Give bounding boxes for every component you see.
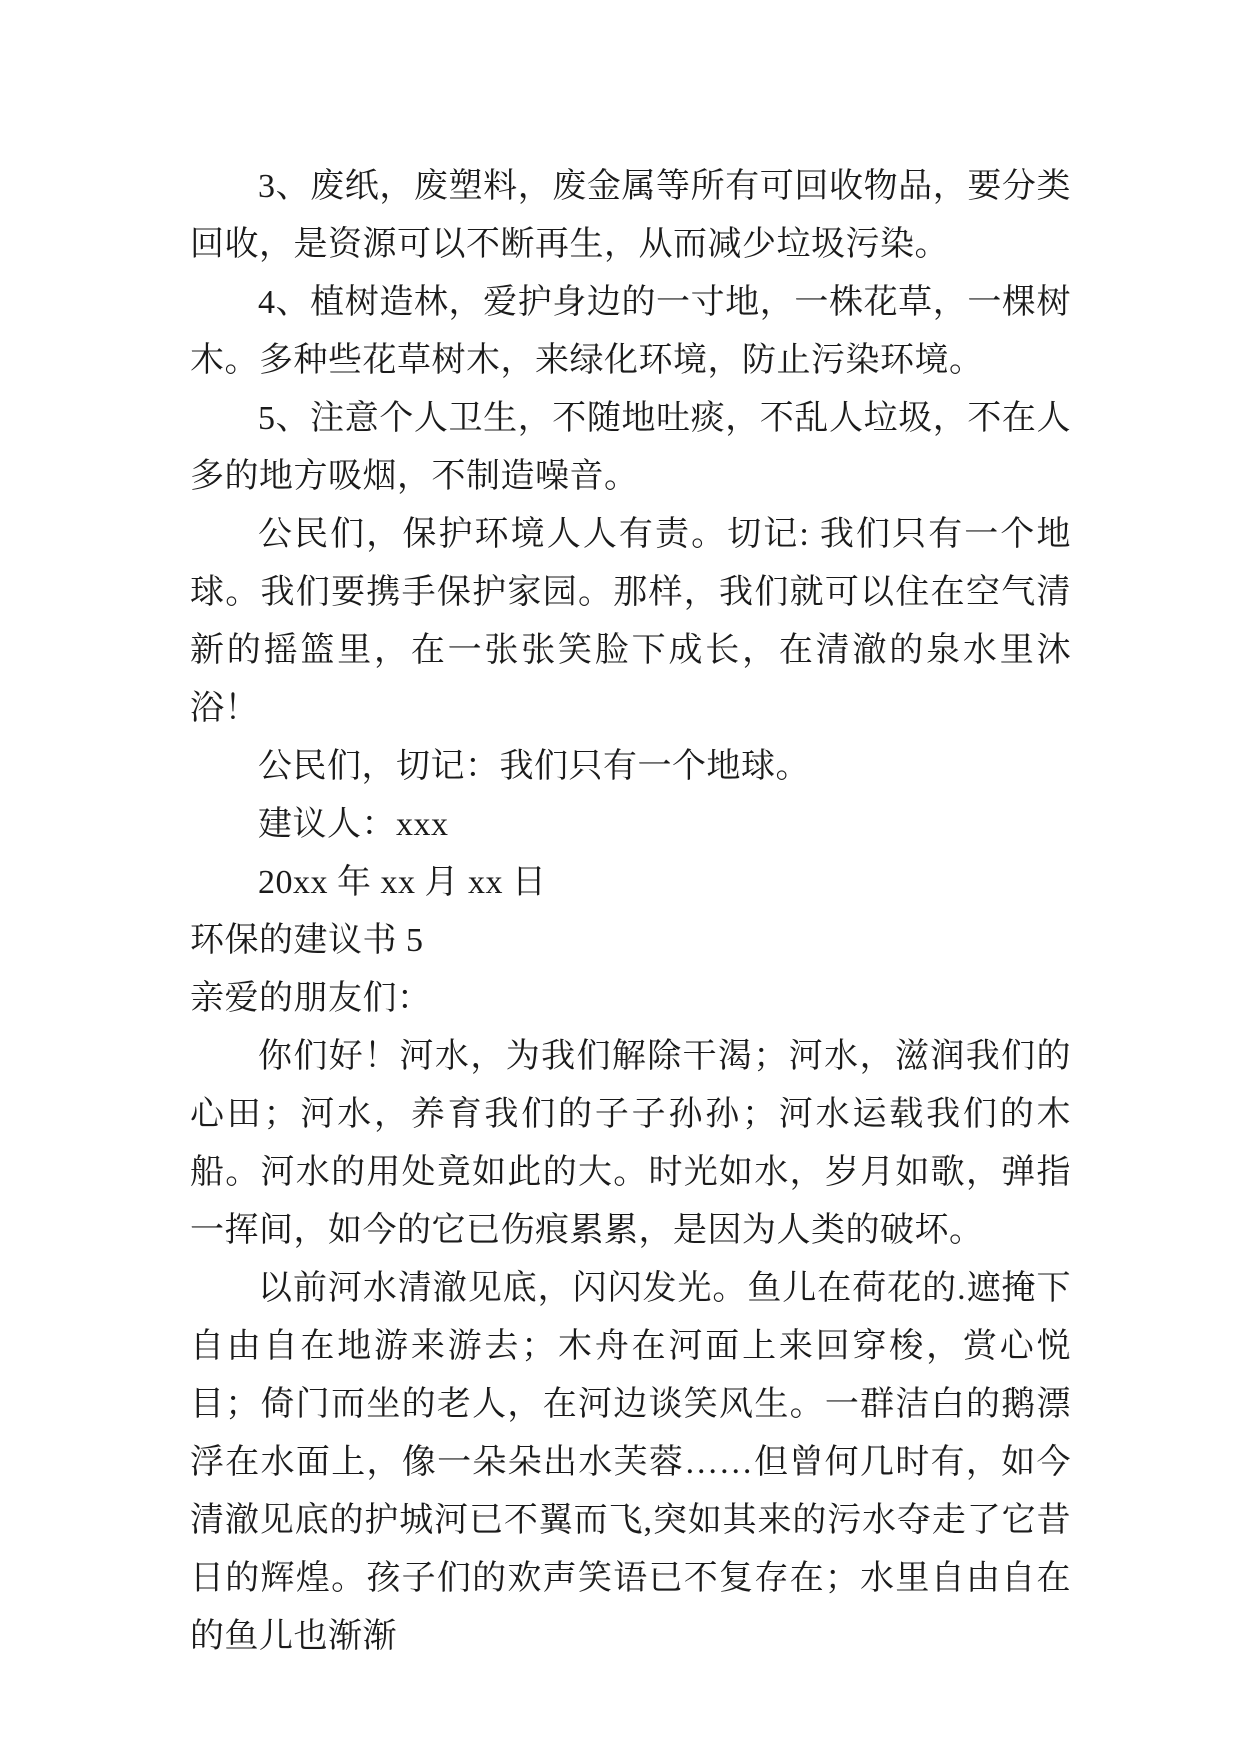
body-paragraph: 公民们，切记：我们只有一个地球。 [258,748,810,785]
body-paragraph: 以前河水清澈见底，闪闪发光。鱼儿在荷花的.遮掩下自由自在地游来游去；木舟在河面上来回穿梭，赏心悦目；倚门而坐的老人，在河边谈笑风生。一群洁白的鹅漂浮在水面上，像一朵朵出水芙蓉……但曾何几时有，如今清澈见底的护城河已不翼而飞,突如其来的污水夺走了它昔日的辉煌。孩子们的欢声笑语已不复存在；水里自由自在的鱼儿也渐渐 [190,1270,1071,1655]
body-paragraph: 公民们，保护环境人人有责。切记: 我们只有一个地球。我们要携手保护家园。那样，我们就可以住在空气清新的摇篮里，在一张张笑脸下成长，在清澈的泉水里沐浴！ [190,516,1071,727]
salutation: 亲爱的朋友们： [190,980,432,1017]
list-item: 5、注意个人卫生，不随地吐痰，不乱人垃圾，不在人多的地方吸烟，不制造噪音。 [190,400,1071,495]
document-body [190,158,1071,1666]
section-heading: 环保的建议书 5 [190,922,424,959]
date-line: 20xx 年 xx 月 xx 日 [258,864,547,901]
list-item: 4、植树造林，爱护身边的一寸地，一株花草，一棵树木。多种些花草树木，来绿化环境，防止污染环境。 [190,284,1071,379]
list-item: 3、废纸，废塑料，废金属等所有可回收物品，要分类回收，是资源可以不断再生，从而减少垃圾污染。 [190,168,1071,263]
signature-line: 建议人：xxx [258,806,449,843]
body-paragraph: 你们好！河水，为我们解除干渴；河水，滋润我们的心田；河水，养育我们的子子孙孙；河水运载我们的木船。河水的用处竟如此的大。时光如水，岁月如歌，弹指一挥间，如今的它已伤痕累累，是因为人类的破坏。 [190,1038,1071,1249]
